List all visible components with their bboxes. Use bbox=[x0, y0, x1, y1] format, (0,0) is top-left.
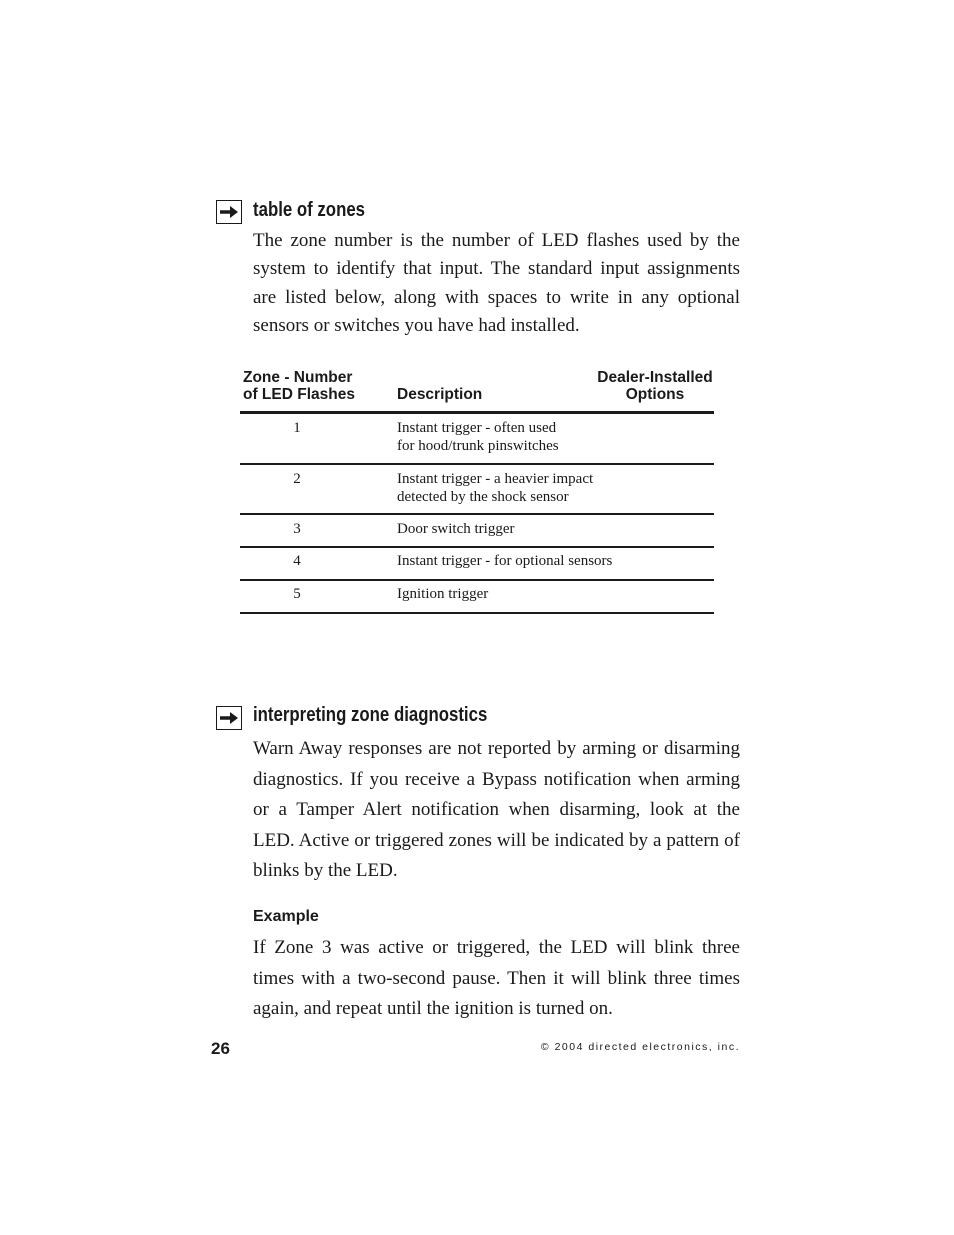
dealer-options-cell bbox=[600, 420, 710, 438]
example-heading: Example bbox=[253, 908, 319, 925]
example-paragraph: If Zone 3 was active or triggered, the LED will blink three times with a two-second pause. Then it will blink three times again, and repeat until the ignition is turned on. bbox=[253, 937, 740, 1019]
zone-number: 5 bbox=[293, 586, 301, 602]
arrow-right-icon bbox=[216, 200, 242, 224]
column-header-zone: Zone - Number of LED Flashes bbox=[243, 369, 355, 403]
copyright-notice: © 2004 directed electronics, inc. bbox=[540, 1041, 740, 1053]
table-header-rule bbox=[240, 411, 714, 414]
row-divider bbox=[240, 579, 714, 581]
zone-description: Instant trigger - a heavier impact detected by the shock sensor bbox=[397, 471, 594, 505]
zone-description: Instant trigger - for optional sensors bbox=[397, 553, 613, 569]
section-heading-table-of-zones: table of zones bbox=[253, 199, 366, 221]
dealer-options-cell bbox=[600, 553, 710, 571]
row-divider bbox=[240, 463, 714, 465]
row-divider bbox=[240, 513, 714, 515]
dealer-options-cell bbox=[600, 586, 710, 604]
dealer-options-cell bbox=[600, 471, 710, 489]
zone-number: 3 bbox=[293, 521, 301, 537]
column-header-description: Description bbox=[397, 386, 483, 403]
zone-number: 2 bbox=[293, 471, 301, 487]
zone-number: 1 bbox=[293, 420, 301, 436]
arrow-right-icon bbox=[216, 706, 242, 730]
page-number: 26 bbox=[211, 1039, 230, 1058]
section-heading-zone-diagnostics: interpreting zone diagnostics bbox=[253, 704, 488, 726]
zone-description: Door switch trigger bbox=[397, 521, 515, 537]
intro-paragraph: The zone number is the number of LED flashes used by the system to identify that input. The standard input assignments are listed below, along with spaces to write in any optional sensors or switches you have had installed. bbox=[253, 230, 740, 336]
zone-description: Instant trigger - often used for hood/trunk pinswitches bbox=[397, 420, 559, 454]
row-divider bbox=[240, 546, 714, 548]
zone-description: Ignition trigger bbox=[397, 586, 489, 602]
table-bottom-rule bbox=[240, 612, 714, 614]
dealer-options-cell bbox=[600, 521, 710, 539]
diagnostics-paragraph: Warn Away responses are not reported by arming or disarming diagnostics. If you receive a Bypass notification when arming or a Tamper Alert notification when disarming, look at the LED. Active or triggered zones will be indicated by a pattern of blinks by the LED. bbox=[253, 738, 740, 881]
zone-number: 4 bbox=[293, 553, 301, 569]
column-header-options: Dealer-Installed Options bbox=[597, 369, 713, 403]
